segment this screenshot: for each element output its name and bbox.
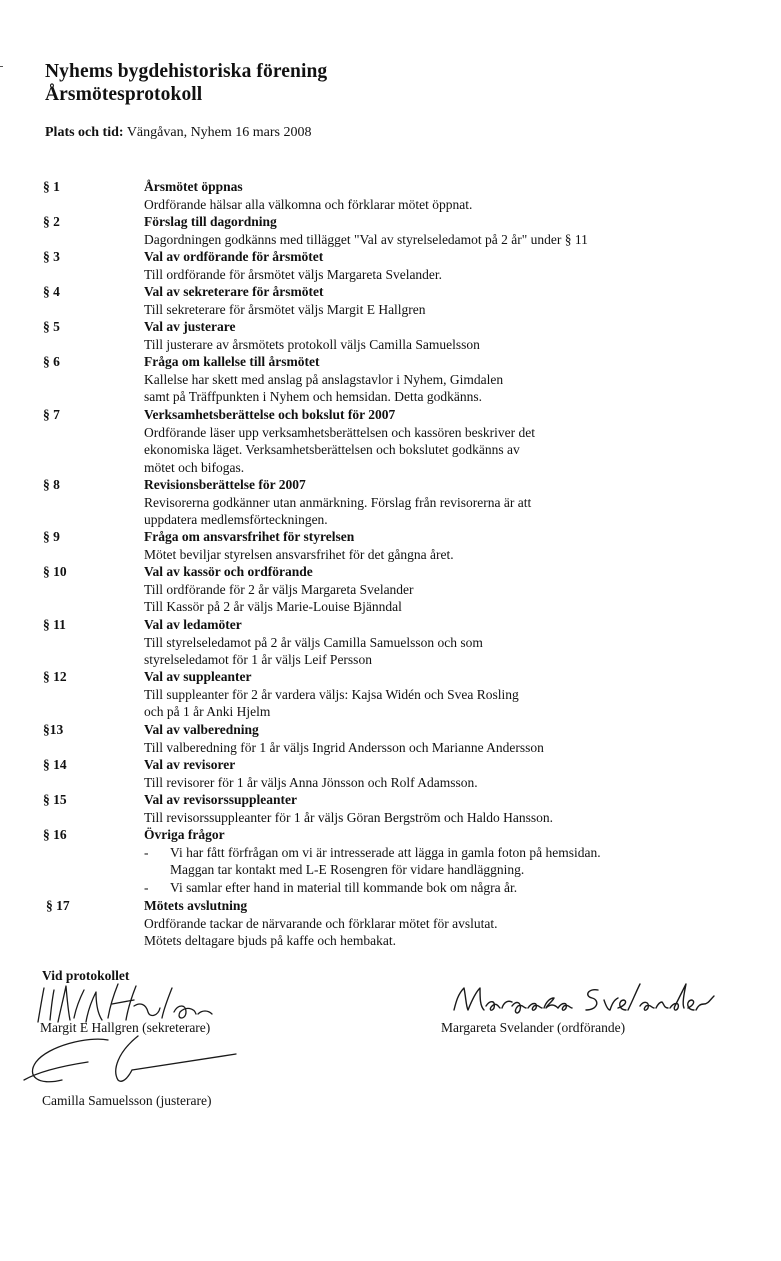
section-text-line: Mötet beviljar styrelsen ansvarsfrihet för det gångna året. bbox=[144, 546, 454, 562]
document-header bbox=[45, 60, 327, 106]
section-bullet-line bbox=[144, 844, 744, 862]
secretary-caption: Margit E Hallgren (sekreterare) bbox=[40, 1020, 211, 1035]
section-heading: Val av kassör och ordförande bbox=[144, 564, 313, 579]
bullet-dash: - bbox=[144, 879, 149, 895]
section-text-line: Till revisorssuppleanter för 1 år väljs Göran Bergström och Haldo Hansson. bbox=[144, 809, 554, 825]
section-number: § 5 bbox=[43, 319, 60, 334]
section-heading: Fråga om ansvarsfrihet för styrelsen bbox=[144, 529, 355, 544]
section-number: § 9 bbox=[43, 529, 60, 544]
section-number: § 14 bbox=[43, 757, 67, 772]
section-text-line: Till Kassör på 2 år väljs Marie-Louise Bjänndal bbox=[144, 599, 402, 614]
section-text-line: Ordförande hälsar alla välkomna och förklarar mötet öppnat. bbox=[144, 196, 473, 212]
section-heading: Val av revisorer bbox=[144, 757, 236, 772]
section-heading: Val av ledamöter bbox=[144, 617, 242, 632]
section-heading: Övriga frågor bbox=[144, 827, 225, 842]
section-number: § 17 bbox=[46, 898, 70, 913]
section-text-line: ekonomiska läget. Verksamhetsberättelsen och bokslutet godkänns av bbox=[144, 442, 520, 457]
section-text-line: Kallelse har skett med anslag på anslagstavlor i Nyhem, Gimdalen bbox=[144, 371, 504, 387]
section-heading: Årsmötet öppnas bbox=[144, 179, 243, 194]
place-value: Vängåvan, Nyhem 16 mars 2008 bbox=[126, 125, 312, 140]
section-number: § 11 bbox=[43, 617, 66, 632]
section-text-line: Till justerare av årsmötets protokoll väljs Camilla Samuelsson bbox=[144, 336, 480, 352]
section-body bbox=[144, 563, 744, 616]
organization-title: Nyhems bygdehistoriska förening bbox=[45, 61, 328, 82]
section-number: § 15 bbox=[43, 792, 67, 807]
section-text-line: Till ordförande för årsmötet väljs Margareta Svelander. bbox=[144, 266, 443, 282]
section-number: § 2 bbox=[43, 214, 60, 229]
section-text-line: Ordförande tackar de närvarande och förklarar mötet för avslutat. bbox=[144, 915, 498, 931]
section-text-line: Revisorerna godkänner utan anmärkning. Förslag från revisorerna är att bbox=[144, 494, 532, 510]
section-body bbox=[144, 668, 744, 721]
section-text-line: samt på Träffpunkten i Nyhem och hemsidan. Detta godkänns. bbox=[144, 389, 482, 404]
bullet-dash: - bbox=[144, 844, 149, 860]
section-text-line: Till suppleanter för 2 år vardera väljs: Kajsa Widén och Svea Rosling bbox=[144, 686, 519, 702]
section-body bbox=[144, 318, 744, 353]
section-text-line: styrelseledamot för 1 år väljs Leif Persson bbox=[144, 652, 372, 667]
section-heading: Val av sekreterare för årsmötet bbox=[144, 284, 324, 299]
section-text-line: och på 1 år Anki Hjelm bbox=[144, 704, 271, 719]
section-text-line: uppdatera medlemsförteckningen. bbox=[144, 512, 328, 527]
section-heading: Val av valberedning bbox=[144, 722, 259, 737]
bullet-text: Vi samlar efter hand in material till kommande bok om några år. bbox=[170, 879, 518, 895]
section-number: § 6 bbox=[43, 354, 60, 369]
section-text-line: Dagordningen godkänns med tillägget "Val av styrelseledamot på 2 år" under § 11 bbox=[144, 231, 588, 247]
adjuster-caption: Camilla Samuelsson (justerare) bbox=[42, 1093, 212, 1108]
chair-block bbox=[441, 1019, 625, 1036]
section-number: § 10 bbox=[43, 564, 67, 579]
section-body bbox=[144, 248, 744, 283]
adjuster-block bbox=[42, 1092, 211, 1109]
section-body bbox=[144, 476, 744, 529]
section-heading: Val av revisorssuppleanter bbox=[144, 792, 298, 807]
section-text-line: mötet och bifogas. bbox=[144, 459, 245, 475]
section-heading: Val av ordförande för årsmötet bbox=[144, 249, 324, 264]
section-text-line: Till styrelseledamot på 2 år väljs Camilla Samuelsson och som bbox=[144, 634, 483, 650]
section-body bbox=[144, 406, 744, 476]
signature-heading: Vid protokollet bbox=[42, 968, 130, 983]
section-text-line: Mötets deltagare bjuds på kaffe och hembakat. bbox=[144, 933, 397, 948]
section-number: § 8 bbox=[43, 477, 60, 492]
chair-signature bbox=[448, 980, 718, 1020]
section-body bbox=[144, 213, 744, 248]
section-number: §13 bbox=[43, 722, 64, 737]
section-body bbox=[144, 528, 744, 563]
section-number: § 16 bbox=[43, 827, 67, 842]
section-heading: Verksamhetsberättelse och bokslut för 2007 bbox=[144, 407, 396, 422]
section-text-line: Till ordförande för 2 år väljs Margareta Svelander bbox=[144, 581, 414, 597]
section-body bbox=[144, 897, 744, 950]
place-and-time bbox=[45, 124, 312, 141]
section-number: § 1 bbox=[43, 179, 60, 194]
section-body bbox=[144, 353, 744, 406]
section-number: § 7 bbox=[43, 407, 60, 422]
section-heading: Fråga om kallelse till årsmötet bbox=[144, 354, 320, 369]
section-heading: Mötets avslutning bbox=[144, 898, 248, 913]
stray-scan-mark bbox=[0, 66, 3, 67]
section-text-line: Till valberedning för 1 år väljs Ingrid Andersson och Marianne Andersson bbox=[144, 739, 544, 755]
section-text-line: Till sekreterare för årsmötet väljs Margit E Hallgren bbox=[144, 301, 426, 317]
place-label: Plats och tid: bbox=[45, 125, 124, 140]
document-title: Årsmötesprotokoll bbox=[45, 84, 203, 105]
section-heading: Val av suppleanter bbox=[144, 669, 252, 684]
section-heading: Val av justerare bbox=[144, 319, 236, 334]
section-body bbox=[144, 826, 744, 896]
bullet-text: Vi har fått förfrågan om vi är intresserade att lägga in gamla foton på hemsidan. bbox=[170, 844, 601, 860]
section-text-line: Till revisorer för 1 år väljs Anna Jönsson och Rolf Adamsson. bbox=[144, 774, 478, 790]
section-bullet-line bbox=[144, 861, 744, 879]
section-number: § 3 bbox=[43, 249, 60, 264]
section-text-line: Ordförande läser upp verksamhetsberättelsen och kassören beskriver det bbox=[144, 424, 535, 440]
section-number: § 4 bbox=[43, 284, 60, 299]
section-body bbox=[144, 721, 744, 756]
section-number: § 12 bbox=[43, 669, 67, 684]
section-body bbox=[144, 791, 744, 826]
section-body bbox=[144, 616, 744, 669]
bullet-text: Maggan tar kontakt med L-E Rosengren för vidare handläggning. bbox=[170, 862, 525, 877]
section-body bbox=[144, 283, 744, 318]
section-heading: Förslag till dagordning bbox=[144, 214, 277, 229]
chair-caption: Margareta Svelander (ordförande) bbox=[441, 1020, 626, 1035]
section-heading: Revisionsberättelse för 2007 bbox=[144, 477, 306, 492]
section-bullet-line bbox=[144, 879, 744, 897]
adjuster-signature bbox=[18, 1032, 248, 1092]
section-body bbox=[144, 178, 744, 213]
section-body bbox=[144, 756, 744, 791]
